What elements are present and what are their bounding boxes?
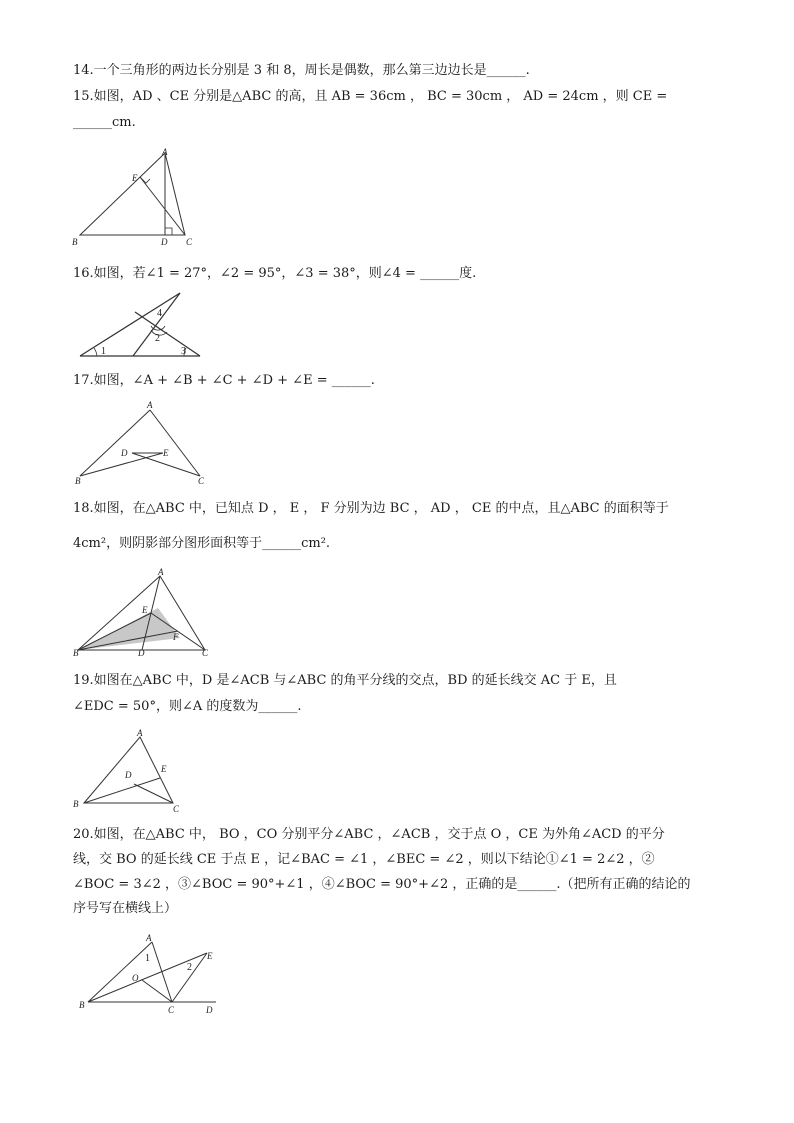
q17-text: 17.如图，∠A + ∠B + ∠C + ∠D + ∠E = ______. xyxy=(73,373,375,388)
q19-label-a: A xyxy=(137,728,143,738)
q18-label-b: B xyxy=(73,648,79,658)
q18-label-f: F xyxy=(173,632,179,642)
q19-text-line2: ∠EDC = 50°，则∠A 的度数为______. xyxy=(73,699,302,714)
q20-line-ab xyxy=(88,942,152,1002)
q16-text: 16.如图，若∠1 = 27°，∠2 = 95°，∠3 = 38°，则∠4 = ______度. xyxy=(73,266,477,281)
q17-label-e: E xyxy=(163,448,169,458)
q19-label-b: B xyxy=(73,799,79,809)
q15-label-e: E xyxy=(132,173,138,183)
q20-text-line3: ∠BOC = 3∠2 ，③∠BOC = 90°+∠1 ，④∠BOC = 90°+∠2 ，正确的是______.（把所有正确的结论的 xyxy=(73,877,691,892)
q15-right-angle-e xyxy=(140,177,150,183)
q19-line-be xyxy=(84,778,160,803)
q16-label-3: 3 xyxy=(181,346,186,357)
q20-label-b: B xyxy=(79,1000,85,1010)
q15-label-d: D xyxy=(161,237,168,247)
q19-label-e: E xyxy=(161,764,167,774)
q19-label-c: C xyxy=(173,804,180,814)
q20-label-o: O xyxy=(132,973,139,983)
q14-text: 14.一个三角形的两边长分别是 3 和 8，周长是偶数，那么第三边边长是______. xyxy=(73,63,530,78)
q20-text-line2: 线，交 BO 的延长线 CE 于点 E ，记∠BAC = ∠1 ，∠BEC = ∠2 ，则以下结论①∠1 = 2∠2 ，② xyxy=(73,852,655,867)
q16-label-4: 4 xyxy=(157,308,162,319)
q16-figure xyxy=(75,290,210,360)
q17-line-ac xyxy=(150,410,200,476)
q16-middle-side xyxy=(133,293,180,356)
q15-figure xyxy=(70,145,200,250)
q18-label-c: C xyxy=(202,648,209,658)
q16-label-1: 1 xyxy=(101,346,106,357)
q16-left-side xyxy=(80,293,180,356)
q20-line-co xyxy=(142,980,172,1002)
q15-text-line1: 15.如图，AD 、CE 分别是△ABC 的高，且 AB = 36cm ， BC = 30cm ， AD = 24cm ，则 CE = xyxy=(73,89,668,104)
q19-figure xyxy=(70,726,190,816)
q20-label-c: C xyxy=(168,1005,175,1015)
q16-label-2: 2 xyxy=(155,333,160,344)
q18-text-line2: 4cm²，则阴影部分图形面积等于______cm². xyxy=(73,536,331,551)
q20-label-e: E xyxy=(207,951,213,961)
q15-label-c: C xyxy=(186,237,193,247)
q17-label-b: B xyxy=(75,476,81,486)
q18-label-e: E xyxy=(142,605,148,615)
q19-text-line1: 19.如图在△ABC 中，D 是∠ACB 与∠ABC 的角平分线的交点，BD 的延长线交 AC 于 E，且 xyxy=(73,673,617,688)
q19-label-d: D xyxy=(125,770,132,780)
q18-label-d: D xyxy=(138,648,145,658)
q17-label-c: C xyxy=(198,476,205,486)
q18-text-line1: 18.如图，在△ABC 中，已知点 D ， E ， F 分别为边 BC ， AD ， CE 的中点，且△ABC 的面积等于 xyxy=(73,501,669,516)
q18-figure xyxy=(70,568,215,658)
q15-label-b: B xyxy=(72,237,78,247)
q16-arc-1 xyxy=(94,348,97,356)
q16-right-side xyxy=(135,312,200,356)
q15-right-angle-d xyxy=(165,228,172,235)
q20-label-1: 1 xyxy=(145,953,150,964)
q15-label-a: A xyxy=(162,147,168,157)
q18-label-a: A xyxy=(158,568,164,577)
q20-text-line1: 20.如图，在△ABC 中， BO ，CO 分别平分∠ABC ，∠ACB ，交于点 O ，CE 为外角∠ACD 的平分 xyxy=(73,827,665,842)
q17-label-d: D xyxy=(121,448,128,458)
q20-figure xyxy=(70,928,230,1020)
q17-figure xyxy=(70,398,215,488)
q17-label-a: A xyxy=(147,400,153,410)
q15-triangle xyxy=(80,153,185,235)
q20-label-2: 2 xyxy=(187,962,192,973)
q15-text-line2: ______cm. xyxy=(73,115,136,130)
q19-line-cd xyxy=(134,784,173,803)
q18-shaded-region xyxy=(78,608,180,650)
q20-label-d: D xyxy=(206,1005,213,1015)
q20-text-line4: 序号写在横线上） xyxy=(73,901,178,916)
q20-label-a: A xyxy=(146,933,152,943)
